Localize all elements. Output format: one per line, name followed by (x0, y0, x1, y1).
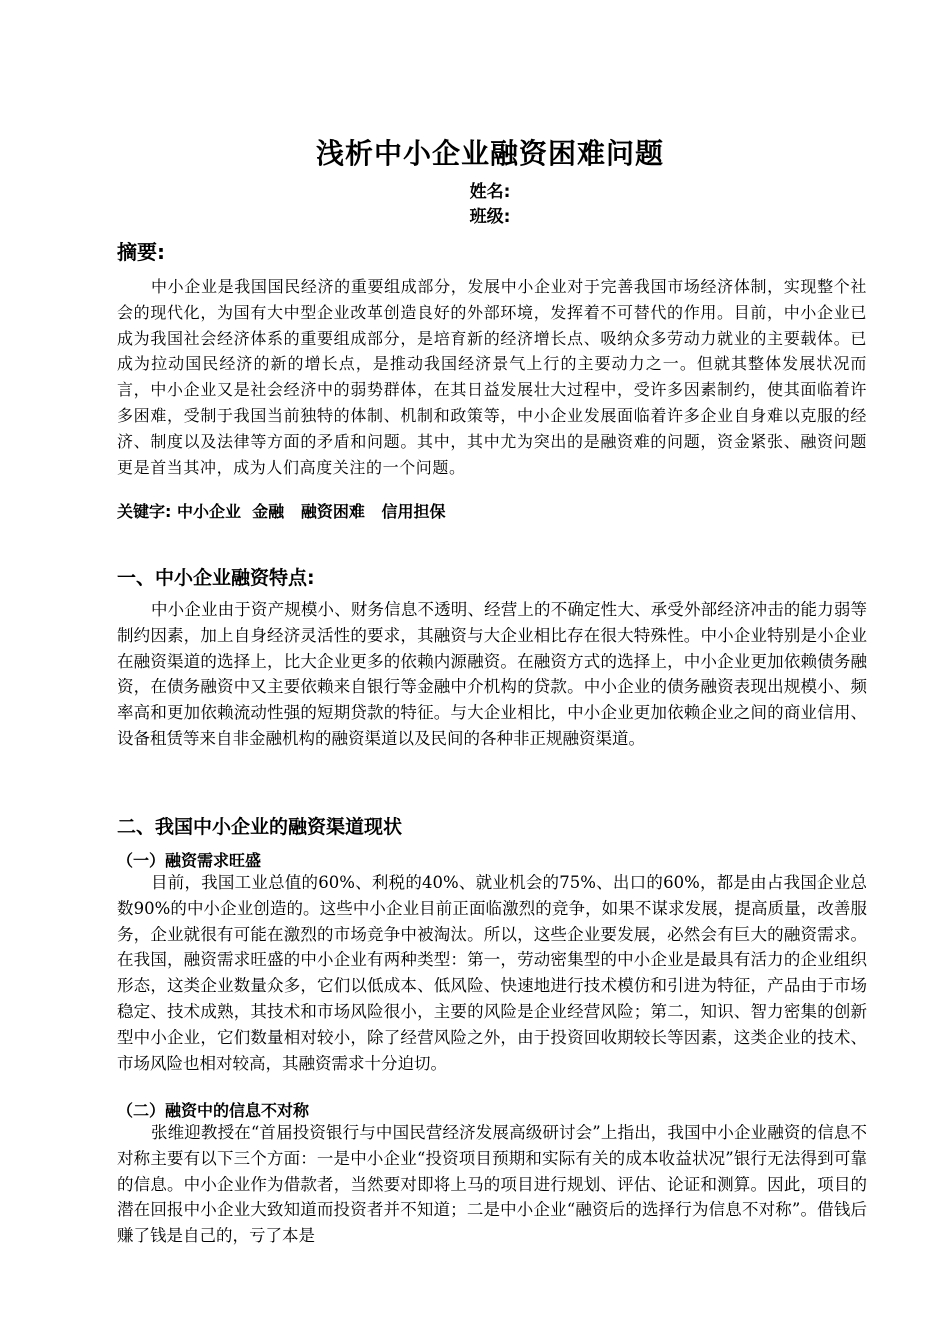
subsection-2-1-paragraph: 目前，我国工业总值的60%、利税的40%、就业机会的75%、出口的60%，都是由占我国企业总数90%的中小企业创造的。这些中小企业目前正面临激烈的竞争，如果不谋求发展，提高质量，改善服务，企业就很有可能在激烈的市场竞争中被淘汰。所以，这些企业要发展，必然会有巨大的融资需求。在我国，融资需求旺盛的中小企业有两种类型：第一，劳动密集型的中小企业是最具有活力的企业组织形态，这类企业数量众多，它们以低成本、低风险、快速地进行技术模仿和引进为特征，产品由于市场稳定、技术成熟，其技术和市场风险很小，主要的风险是企业经营风险；第二，知识、智力密集的创新型中小企业，它们数量相对较小，除了经营风险之外，由于投资回收期较长等因素，这类企业的技术、市场风险也相对较高，其融资需求十分迫切。 (117, 873, 867, 1073)
subsection-2-1-heading: （一）融资需求旺盛 (117, 851, 262, 870)
document-title: 浅析中小企业融资困难问题 (315, 137, 664, 170)
author-name-label: 姓名: (469, 182, 511, 202)
section-2-heading: 二、我国中小企业的融资渠道现状 (117, 816, 403, 838)
keywords-line: 关键字: 中小企业 金融 融资困难 信用担保 (117, 502, 446, 521)
abstract-paragraph: 中小企业是我国国民经济的重要组成部分，发展中小企业对于完善我国市场经济体制，实现整个社会的现代化，为国有大中型企业改革创造良好的外部环境，发挥着不可替代的作用。目前，中小企业已成为我国社会经济体系的重要组成部分，是培育新的经济增长点、吸纳众多劳动力就业的主要载体。已成为拉动国民经济的新的增长点，是推动我国经济景气上行的主要动力之一。但就其整体发展状况而言，中小企业又是社会经济中的弱势群体，在其日益发展壮大过程中，受许多因素制约，使其面临着许多困难，受制于我国当前独特的体制、机制和政策等，中小企业发展面临着许多企业自身难以克服的经济、制度以及法律等方面的矛盾和问题。其中，其中尤为突出的是融资难的问题，资金紧张、融资问题更是首当其冲，成为人们高度关注的一个问题。 (117, 277, 867, 477)
class-label: 班级: (469, 207, 511, 227)
subsection-2-2-paragraph: 张维迎教授在“首届投资银行与中国民营经济发展高级研讨会”上指出，我国中小企业融资的信息不对称主要有以下三个方面：一是中小企业“投资项目预期和实际有关的成本收益状况”银行无法得到可靠的信息。中小企业作为借款者，当然要对即将上马的项目进行规划、评估、论证和测算。因此，项目的潜在回报中小企业大致知道而投资者并不知道；二是中小企业“融资后的选择行为信息不对称”。借钱后赚了钱是自己的，亏了本是 (117, 1123, 867, 1246)
section-1-paragraph: 中小企业由于资产规模小、财务信息不透明、经营上的不确定性大、承受外部经济冲击的能力弱等制约因素，加上自身经济灵活性的要求，其融资与大企业相比存在很大特殊性。中小企业特别是小企业在融资渠道的选择上，比大企业更多的依赖内源融资。在融资方式的选择上，中小企业更加依赖债务融资，在债务融资中又主要依赖来自银行等金融中介机构的贷款。中小企业的债务融资表现出规模小、频率高和更加依赖流动性强的短期贷款的特征。与大企业相比，中小企业更加依赖企业之间的商业信用、设备租赁等来自非金融机构的融资渠道以及民间的各种非正规融资渠道。 (117, 600, 867, 748)
abstract-heading: 摘要: (117, 240, 165, 264)
subsection-2-2-heading: （二）融资中的信息不对称 (117, 1101, 310, 1120)
section-1-heading: 一、中小企业融资特点: (117, 567, 315, 589)
